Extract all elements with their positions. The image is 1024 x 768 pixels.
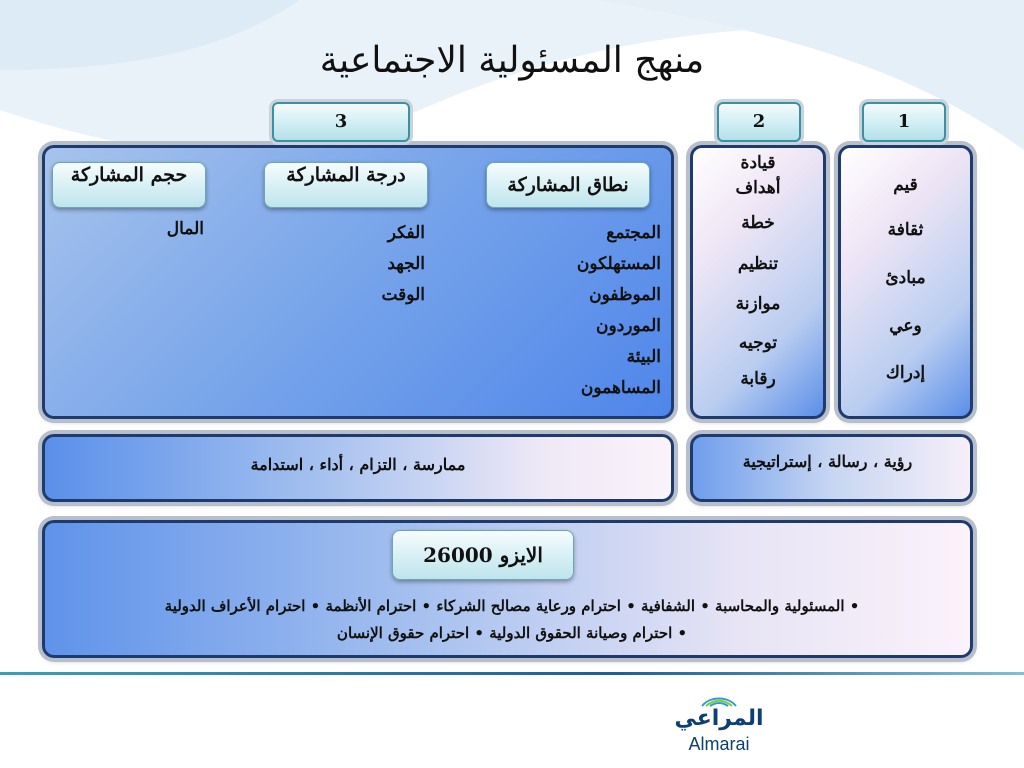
management-item: تنظيم (737, 254, 779, 274)
page-title: منهج المسئولية الاجتماعية (319, 40, 705, 81)
iso-line-1: • المسئولية والمحاسبة • الشفافية • احترام ورعاية مصالح الشركاء • احترام الأنظمة • احترام الأعراف الدولية (164, 597, 860, 615)
volume-list (167, 214, 204, 245)
values-item: وعي (889, 316, 922, 336)
scope-item: المساهمون (580, 378, 661, 398)
values-item: ثقافة (887, 220, 924, 240)
management-item: توجيه (738, 333, 778, 353)
practice-text: ممارسة ، التزام ، أداء ، استدامة (250, 455, 466, 474)
iso-principles (62, 593, 962, 647)
scope-item: الموظفون (589, 285, 661, 305)
values-item: مبادئ (885, 268, 926, 288)
scope-item: البيئة (626, 347, 661, 367)
management-item: قيادة (740, 153, 776, 173)
footer-divider (0, 672, 1024, 675)
degree-list (381, 218, 425, 311)
vision-text: رؤية ، رسالة ، إستراتيجية (742, 452, 913, 471)
degree-item: الوقت (381, 285, 425, 305)
logo-arabic: المراعي (674, 706, 764, 731)
degree-item: الجهد (387, 254, 425, 274)
iso-line-2: • احترام وصيانة الحقوق الدولية • احترام حقوق الإنسان (336, 624, 688, 642)
values-item: إدراك (885, 363, 926, 383)
volume-item: المال (166, 219, 204, 239)
management-item: رقابة (740, 369, 776, 389)
scope-item: المجتمع (606, 223, 661, 243)
values-item: قيم (893, 175, 918, 195)
scope-item: المستهلكون (576, 254, 661, 274)
management-list (694, 152, 822, 396)
scope-label: نطاق المشاركة (486, 162, 650, 208)
logo-english: Almarai (688, 734, 750, 754)
column-number-2: 2 (717, 102, 801, 142)
iso-label: الايزو 26000 (392, 530, 574, 580)
management-item: أهداف (735, 178, 781, 198)
scope-list (577, 218, 661, 404)
scope-item: الموردون (596, 316, 661, 336)
management-item: خطة (741, 213, 775, 233)
almarai-logo (664, 692, 774, 758)
values-list (842, 165, 969, 395)
degree-item: الفكر (387, 223, 425, 243)
column-number-1: 1 (862, 102, 946, 142)
volume-label: حجم المشاركة (52, 162, 206, 208)
degree-label: درجة المشاركة (264, 162, 428, 208)
management-item: موازنة (735, 294, 781, 314)
column-number-3: 3 (272, 102, 410, 142)
